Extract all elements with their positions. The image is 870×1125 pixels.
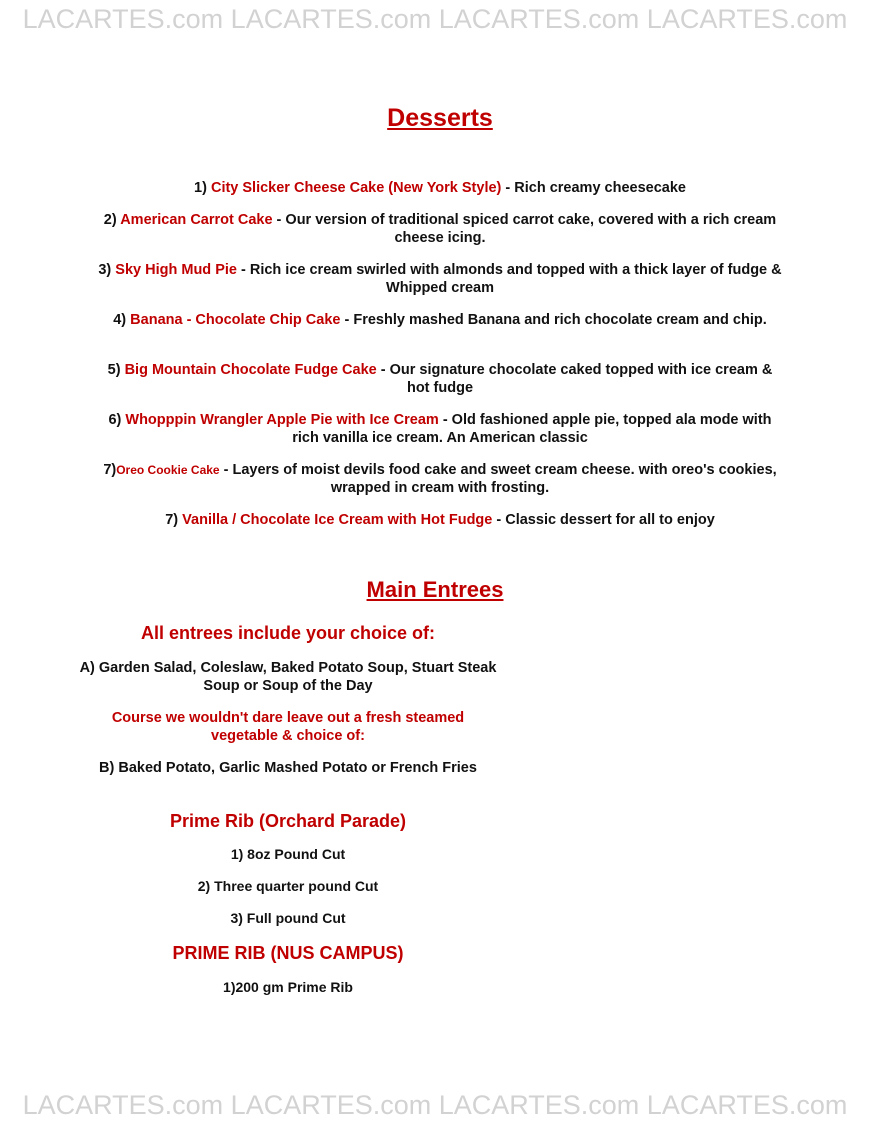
dessert-item xyxy=(95,211,785,247)
dessert-number: 7) xyxy=(103,462,117,478)
prime-rib-nus-item: 1)200 gm Prime Rib xyxy=(223,979,353,995)
watermark-top: LACARTES.com LACARTES.com LACARTES.com LACARTES.com xyxy=(22,4,848,34)
dessert-number: 7) xyxy=(165,512,179,528)
prime-rib-orchard-item: 1) 8oz Pound Cut xyxy=(230,846,346,862)
dessert-name: Whopppin Wrangler Apple Pie with Ice Cream xyxy=(125,412,439,428)
dessert-description: - Our signature chocolate caked topped with ice cream & hot fudge xyxy=(376,362,773,396)
dessert-name: Banana - Chocolate Chip Cake xyxy=(130,312,341,328)
prime-rib-nus-heading: PRIME RIB (NUS CAMPUS) xyxy=(172,943,404,963)
dessert-name: Oreo Cookie Cake xyxy=(116,463,220,477)
dessert-description: - Classic dessert for all to enjoy xyxy=(492,512,715,528)
vegetable-note: Course we wouldn't dare leave out a fresh steamed vegetable & choice of: xyxy=(111,710,465,744)
dessert-item xyxy=(95,361,785,397)
dessert-description: - Layers of moist devils food cake and sweet cream cheese. with oreo's cookies, wrapped in cream with frosting. xyxy=(219,462,777,496)
prime-rib-orchard-heading: Prime Rib (Orchard Parade) xyxy=(169,811,407,831)
dessert-item xyxy=(95,411,785,447)
dessert-description: - Our version of traditional spiced carrot cake, covered with a rich cream cheese icing. xyxy=(272,212,777,246)
dessert-name: Big Mountain Chocolate Fudge Cake xyxy=(124,362,377,378)
option-a-text: A) Garden Salad, Coleslaw, Baked Potato Soup, Stuart Steak Soup or Soup of the Day xyxy=(79,660,497,694)
option-b-text: B) Baked Potato, Garlic Mashed Potato or French Fries xyxy=(99,760,477,776)
watermark-bottom: LACARTES.com LACARTES.com LACARTES.com LACARTES.com xyxy=(22,1090,848,1120)
dessert-number: 6) xyxy=(108,412,122,428)
dessert-description: - Old fashioned apple pie, topped ala mode with rich vanilla ice cream. An American classic xyxy=(292,412,772,446)
dessert-number: 4) xyxy=(113,312,127,328)
dessert-number: 1) xyxy=(194,180,207,196)
dessert-item xyxy=(95,179,785,197)
main-entrees-title: Main Entrees xyxy=(366,577,504,602)
dessert-number: 2) xyxy=(103,212,117,228)
dessert-item xyxy=(95,311,785,329)
dessert-description: - Rich creamy cheesecake xyxy=(501,180,686,196)
desserts-title: Desserts xyxy=(387,104,493,132)
dessert-number: 3) xyxy=(98,262,112,278)
dessert-name: American Carrot Cake xyxy=(120,212,273,228)
dessert-description: - Freshly mashed Banana and rich chocolate cream and chip. xyxy=(340,312,767,328)
entrees-include-heading: All entrees include your choice of: xyxy=(140,623,436,643)
dessert-name: Vanilla / Chocolate Ice Cream with Hot Fudge xyxy=(182,512,493,528)
dessert-description: - Rich ice cream swirled with almonds and topped with a thick layer of fudge & Whipped cream xyxy=(236,262,782,296)
dessert-item xyxy=(95,261,785,297)
dessert-item xyxy=(95,461,785,497)
dessert-number: 5) xyxy=(107,362,121,378)
prime-rib-orchard-item: 2) Three quarter pound Cut xyxy=(197,878,379,894)
dessert-name: Sky High Mud Pie xyxy=(115,262,237,278)
prime-rib-orchard-item: 3) Full pound Cut xyxy=(230,910,346,926)
dessert-item xyxy=(95,511,785,529)
dessert-name: City Slicker Cheese Cake (New York Style) xyxy=(210,180,502,196)
